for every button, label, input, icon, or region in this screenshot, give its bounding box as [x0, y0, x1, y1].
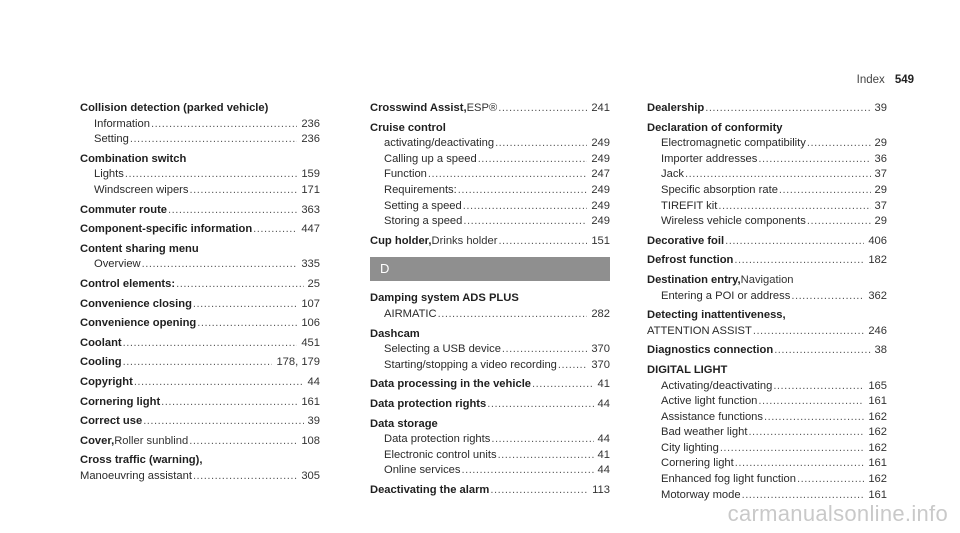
entry-title-suffix: Drinks holder: [431, 234, 498, 247]
leader-dots: [491, 432, 593, 448]
page-reference: 44: [597, 464, 610, 477]
page-reference: 36: [874, 152, 887, 165]
index-entry: [80, 222, 320, 238]
leader-dots: [773, 379, 864, 395]
page-reference: 162: [868, 473, 887, 486]
index-subentry: [647, 410, 887, 426]
index-entry: [370, 101, 610, 117]
page-reference: 165: [868, 379, 887, 392]
index-entry-heading: [80, 395, 320, 411]
leader-dots: [758, 394, 864, 410]
leader-dots: [123, 336, 298, 352]
index-subentry: [647, 425, 887, 441]
page-reference: 370: [591, 358, 610, 371]
entry-title-suffix: Roller sunblind: [114, 434, 189, 447]
index-entry-heading: [80, 375, 320, 391]
page-reference: 29: [874, 137, 887, 150]
index-entry: [370, 234, 610, 250]
subentry-text: Selecting a USB device: [384, 343, 501, 356]
subentry-text: Entering a POI or address: [661, 289, 791, 302]
page-reference: 236: [301, 117, 320, 130]
index-subentry: [370, 152, 610, 168]
index-subentry: [647, 456, 887, 472]
index-entry-heading: [80, 152, 320, 168]
index-subentry: [647, 472, 887, 488]
page-reference: 305: [301, 469, 320, 482]
entry-title: Cruise control: [370, 121, 446, 134]
subentry-text: Online services: [384, 464, 461, 477]
index-subentry: [647, 152, 887, 168]
entry-title: Cross traffic (warning),: [80, 454, 203, 467]
index-entry: [370, 291, 610, 322]
leader-dots: [487, 397, 593, 413]
index-entry-heading: [370, 483, 610, 499]
entry-title: Decorative foil: [647, 234, 725, 247]
index-subentry: [647, 199, 887, 215]
index-entry: [80, 152, 320, 199]
index-entry-heading: [647, 363, 887, 379]
leader-dots: [502, 342, 587, 358]
leader-dots: [797, 472, 864, 488]
index-subentry: [647, 324, 887, 340]
leader-dots: [151, 117, 297, 133]
index-subentry: [80, 132, 320, 148]
subentry-text: City lighting: [661, 441, 719, 454]
page-reference: 162: [868, 426, 887, 439]
page-number: 549: [894, 74, 914, 86]
page-reference: 25: [307, 277, 320, 290]
page-reference: 39: [307, 415, 320, 428]
page-reference: 107: [301, 297, 320, 310]
page-reference: 406: [868, 234, 887, 247]
index-subentry: [370, 214, 610, 230]
index-subentry: [80, 167, 320, 183]
subentry-text: Importer addresses: [661, 152, 758, 165]
page-reference: 451: [301, 336, 320, 349]
page-reference: 282: [591, 307, 610, 320]
leader-dots: [193, 469, 297, 485]
page-reference: 37: [874, 199, 887, 212]
index-entry-heading: [370, 234, 610, 250]
leader-dots: [490, 483, 588, 499]
index-entry: [647, 308, 887, 339]
index-entry: [80, 453, 320, 484]
leader-dots: [463, 199, 588, 215]
page-reference: 447: [301, 223, 320, 236]
subentry-text: Windscreen wipers: [94, 183, 189, 196]
entry-title: Data processing in the vehicle: [370, 378, 532, 391]
index-entry-heading: [370, 291, 610, 307]
index-entry: [647, 253, 887, 269]
index-subentry: [370, 432, 610, 448]
index-entry: [80, 336, 320, 352]
leader-dots: [495, 136, 587, 152]
page-reference: 236: [301, 133, 320, 146]
leader-dots: [438, 307, 588, 323]
index-entry-heading: [80, 316, 320, 332]
leader-dots: [532, 377, 594, 393]
subentry-text: Setting a speed: [384, 199, 462, 212]
index-entry-heading: [647, 343, 887, 359]
entry-title: Crosswind Assist,: [370, 102, 467, 114]
index-entry: [370, 417, 610, 479]
entry-title: Deactivating the alarm: [370, 483, 490, 496]
leader-dots: [718, 199, 870, 215]
page-reference: 182: [868, 254, 887, 267]
leader-dots: [189, 434, 297, 450]
subentry-text: ATTENTION ASSIST: [647, 324, 752, 337]
page-reference: 249: [591, 215, 610, 228]
entry-title: Combination switch: [80, 152, 187, 165]
watermark-logo: carmanualsonline.info: [727, 501, 948, 526]
leader-dots: [498, 448, 594, 464]
index-entry: [80, 316, 320, 332]
entry-title: Control elements:: [80, 277, 176, 290]
subentry-text: Requirements:: [384, 183, 457, 196]
index-entry-heading: [370, 121, 610, 137]
entry-title: Diagnostics connection: [647, 344, 774, 357]
leader-dots: [774, 343, 870, 359]
index-entry-heading: [80, 434, 320, 450]
leader-dots: [193, 297, 297, 313]
entry-title: Cornering light: [80, 395, 161, 408]
leader-dots: [428, 167, 587, 183]
page-reference: 161: [868, 457, 887, 470]
index-entry: [80, 434, 320, 450]
subentry-text: Function: [384, 168, 427, 181]
page-reference: 249: [591, 183, 610, 196]
subentry-text: Cornering light: [661, 457, 734, 470]
index-entry: [647, 101, 887, 117]
index-entry-heading: [80, 203, 320, 219]
leader-dots: [123, 355, 273, 371]
subentry-text: Electromagnetic compatibility: [661, 137, 806, 150]
leader-dots: [725, 234, 864, 250]
page-reference: 249: [591, 152, 610, 165]
leader-dots: [176, 277, 303, 293]
index-entry-heading: [647, 101, 887, 117]
index-entry: [80, 242, 320, 273]
index-entry: [647, 363, 887, 503]
leader-dots: [734, 253, 864, 269]
index-entry-heading: [647, 121, 887, 137]
section-letter-bar: D: [370, 257, 610, 281]
index-subentry: [370, 448, 610, 464]
leader-dots: [463, 214, 587, 230]
index-subentry: [370, 358, 610, 374]
index-entry: [80, 375, 320, 391]
index-entry: [647, 121, 887, 230]
page-reference: 29: [874, 215, 887, 228]
index-entry-heading: [80, 336, 320, 352]
index-subentry: [80, 183, 320, 199]
leader-dots: [458, 183, 588, 199]
index-entry-heading: [370, 397, 610, 413]
leader-dots: [134, 375, 304, 391]
leader-dots: [461, 463, 593, 479]
subentry-text: Wireless vehicle components: [661, 215, 806, 228]
index-entry: [80, 277, 320, 293]
page-reference: 37: [874, 168, 887, 181]
index-entry-heading: [80, 297, 320, 313]
index-entry-heading: [80, 242, 320, 258]
leader-dots: [764, 410, 864, 426]
leader-dots: [807, 214, 871, 230]
index-entry-heading: [80, 277, 320, 293]
page-reference: 106: [301, 317, 320, 330]
index-subentry: [80, 117, 320, 133]
index-entry: [80, 203, 320, 219]
leader-dots: [735, 456, 865, 472]
index-entry-heading: [647, 308, 887, 324]
leader-dots: [807, 136, 871, 152]
entry-title: Detecting inattentiveness,: [647, 309, 786, 322]
index-subentry: [370, 183, 610, 199]
index-subentry: [647, 289, 887, 305]
subentry-text: Manoeuvring assistant: [80, 469, 192, 482]
subentry-text: Data protection rights: [384, 433, 491, 446]
index-entry: [80, 355, 320, 371]
index-entry-heading: [80, 453, 320, 469]
subentry-text: Setting: [94, 133, 129, 146]
page-reference: 161: [868, 488, 887, 501]
subentry-text: Enhanced fog light function: [661, 473, 796, 486]
leader-dots: [748, 425, 864, 441]
page-reference: 370: [591, 343, 610, 356]
page-reference: 41: [597, 378, 610, 391]
entry-title: Data storage: [370, 417, 438, 430]
page-reference: 161: [868, 395, 887, 408]
index-subentry: [370, 463, 610, 479]
entry-title: Cooling: [80, 356, 122, 369]
leader-dots: [253, 222, 297, 238]
index-entry-heading: [80, 101, 320, 117]
page-reference: 29: [874, 183, 887, 196]
index-subentry: [647, 183, 887, 199]
entry-title: Coolant: [80, 336, 122, 349]
index-entry-heading: [647, 234, 887, 250]
subentry-text: Specific absorption rate: [661, 183, 778, 196]
page-reference: 161: [301, 395, 320, 408]
entry-title: Commuter route: [80, 203, 168, 216]
page-reference: 108: [301, 434, 320, 447]
entry-title-suffix: Navigation: [740, 273, 794, 286]
leader-dots: [720, 441, 865, 457]
leader-dots: [705, 101, 870, 117]
page-reference: 362: [868, 289, 887, 302]
subentry-text: Information: [94, 117, 150, 130]
index-column-3: [647, 101, 887, 507]
leader-dots: [753, 324, 864, 340]
index-entry-heading: [80, 355, 320, 371]
leader-dots: [143, 414, 303, 430]
entry-title: Cover,: [80, 434, 115, 447]
subentry-text: Calling up a speed: [384, 152, 477, 165]
page-reference: 249: [591, 137, 610, 150]
entry-title: Collision detection (parked vehicle): [80, 102, 269, 114]
subentry-text: Storing a speed: [384, 215, 463, 228]
leader-dots: [197, 316, 297, 332]
subentry-text: Overview: [94, 258, 141, 271]
index-subentry: [647, 441, 887, 457]
index-entry: [80, 395, 320, 411]
entry-title: Dashcam: [370, 327, 420, 340]
leader-dots: [498, 101, 587, 117]
index-subentry: [647, 379, 887, 395]
leader-dots: [779, 183, 871, 199]
index-entry-heading: [647, 253, 887, 269]
subentry-text: Starting/stopping a video recording: [384, 358, 557, 371]
index-subentry: [370, 307, 610, 323]
subentry-text: Jack: [661, 168, 685, 181]
page-reference: 162: [868, 410, 887, 423]
leader-dots: [558, 358, 587, 374]
page-reference: 178, 179: [276, 356, 320, 369]
index-subentry: [647, 394, 887, 410]
page-reference: 151: [591, 234, 610, 247]
index-subentry: [370, 136, 610, 152]
entry-title: Damping system ADS PLUS: [370, 292, 519, 305]
entry-title: Convenience opening: [80, 317, 197, 330]
index-entry-heading: [647, 273, 887, 289]
entry-title: Component-specific information: [80, 223, 253, 236]
index-entry-heading: [370, 327, 610, 343]
page-reference: 44: [597, 397, 610, 410]
entry-title: Content sharing menu: [80, 242, 199, 255]
index-entry: [80, 297, 320, 313]
subentry-text: Lights: [94, 168, 124, 181]
leader-dots: [758, 152, 870, 168]
index-subentry: [370, 199, 610, 215]
leader-dots: [791, 289, 864, 305]
index-label: Index: [856, 74, 885, 86]
page-reference: 44: [597, 433, 610, 446]
subentry-text: Assistance functions: [661, 410, 763, 423]
index-subentry: [80, 469, 320, 485]
index-subentry: [647, 214, 887, 230]
index-entry: [647, 343, 887, 359]
page-reference: 246: [868, 324, 887, 337]
leader-dots: [498, 234, 587, 250]
leader-dots: [168, 203, 297, 219]
leader-dots: [125, 167, 297, 183]
entry-title: Cup holder,: [370, 234, 432, 247]
subentry-text: TIREFIT kit: [661, 199, 718, 212]
index-subentry: [647, 167, 887, 183]
subentry-text: AIRMATIC: [384, 307, 437, 320]
index-entry: [370, 397, 610, 413]
subentry-text: Bad weather light: [661, 426, 748, 439]
entry-title: Convenience closing: [80, 297, 192, 310]
entry-title: Declaration of conformity: [647, 121, 783, 134]
entry-title: Dealership: [647, 102, 705, 114]
index-entry-heading: [370, 101, 610, 117]
index-entry-heading: [80, 222, 320, 238]
index-column-2: [370, 101, 610, 502]
leader-dots: [478, 152, 588, 168]
index-entry: [370, 327, 610, 374]
page-reference: 241: [591, 102, 610, 114]
page-reference: 38: [874, 344, 887, 357]
page-reference: 335: [301, 258, 320, 271]
entry-title: Destination entry,: [647, 273, 741, 286]
leader-dots: [142, 257, 298, 273]
index-entry: [370, 121, 610, 230]
page-reference: 249: [591, 199, 610, 212]
entry-title-suffix: ESP®: [466, 102, 498, 114]
index-entry: [647, 273, 887, 304]
page-reference: 363: [301, 203, 320, 216]
entry-title: Copyright: [80, 375, 133, 388]
leader-dots: [161, 395, 297, 411]
subentry-text: Motorway mode: [661, 488, 741, 501]
page-reference: 162: [868, 441, 887, 454]
page-reference: 44: [307, 375, 320, 388]
index-entry: [370, 483, 610, 499]
index-entry-heading: [370, 377, 610, 393]
subentry-text: Active light function: [661, 395, 758, 408]
leader-dots: [685, 167, 871, 183]
index-entry: [647, 234, 887, 250]
index-subentry: [80, 257, 320, 273]
subentry-text: activating/deactivating: [384, 137, 495, 150]
leader-dots: [130, 132, 297, 148]
index-entry-heading: [370, 417, 610, 433]
page-reference: 247: [591, 168, 610, 181]
index-column-1: [80, 101, 320, 488]
entry-title: Defrost function: [647, 254, 734, 267]
entry-title: Data protection rights: [370, 397, 487, 410]
entry-title: Correct use: [80, 415, 143, 428]
index-entry: [80, 101, 320, 148]
page-header: [857, 74, 914, 86]
index-subentry: [647, 136, 887, 152]
page-reference: 39: [874, 102, 887, 114]
page-reference: 159: [301, 168, 320, 181]
page-reference: 113: [592, 483, 610, 496]
index-subentry: [370, 342, 610, 358]
page-reference: 41: [597, 448, 610, 461]
page-reference: 171: [301, 183, 320, 196]
index-entry-heading: [80, 414, 320, 430]
leader-dots: [190, 183, 298, 199]
index-entry: [80, 414, 320, 430]
subentry-text: Activating/deactivating: [661, 379, 773, 392]
entry-title: DIGITAL LIGHT: [647, 363, 728, 376]
subentry-text: Electronic control units: [384, 448, 497, 461]
index-entry: [370, 377, 610, 393]
index-subentry: [370, 167, 610, 183]
